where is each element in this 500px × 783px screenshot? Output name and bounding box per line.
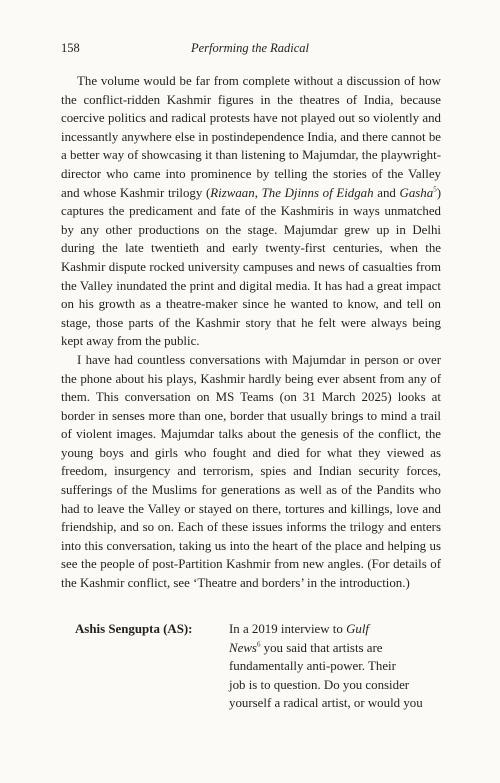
question-line: job is to question. Do you consider — [229, 677, 410, 692]
question-text: In a 2019 interview to — [229, 622, 347, 636]
question-text: you said that artists are — [260, 640, 383, 655]
footnote-marker: 5 — [433, 185, 437, 194]
speaker-name: Ashis Sengupta (AS): — [75, 622, 193, 636]
play-title-rizwaan: Rizwaan — [210, 185, 255, 200]
speaker-question — [229, 620, 424, 713]
question-line — [229, 620, 424, 639]
paragraph-text: The volume would be far from complete without a discussion of how the conflict-ridden Kashmir figures in the theatres of India, because coercive politics and radical protests have not played out so violently and incessantly anywhere else in postindependence India, and there cannot be a better way of showcasing it than listening to Majumdar, the playwright-director who came into prominence by telling the stories of the Valley and whose Kashmir trilogy ( — [61, 74, 441, 200]
publication-title: Gulf — [346, 622, 369, 636]
play-title-gasha: Gasha — [399, 185, 434, 200]
running-title: Performing the Radical — [190, 41, 310, 55]
paragraph — [61, 72, 441, 351]
question-line — [229, 639, 424, 658]
page-number: 158 — [61, 41, 80, 55]
play-title-djinns: The Djinns of Eidgah — [261, 185, 374, 200]
paragraph — [61, 351, 441, 593]
separator: and — [373, 185, 400, 200]
publication-title: News — [229, 640, 257, 655]
body-text — [61, 72, 441, 593]
separator: , — [254, 185, 262, 200]
question-line: yourself a radical artist, or would you — [229, 696, 423, 711]
paragraph-text: I have had countless conversations with Majumdar in person or over the phone about his plays, Kashmir hardly being ever absent from any of them. This conversation on MS Teams (on 31 March 2025) looks at border in senses more than one, border that usually brings to mind a trail of violent images. Majumdar talks about the genesis of the conflict, the young boys and girls who fought and died for what they viewed as freedom, insurgency and terrorism, spies and Indian security forces, sufferings of the Muslims for generations as well as of the Pandits who had to leave the Valley or stayed on there, tortures and killings, love and friendship, and so on. Each of these issues informs the trilogy and enters into this conversation, taking us into the heart of the place and helping us see the people of post-Partition Kashmir from new angles. (For details of the Kashmir conflict, see ‘Theatre and borders’ in the introduction.) — [61, 352, 441, 591]
paragraph-text: ) captures the predicament and fate of the Kashmiris in ways unmatched by any other productions on the stage. Majumdar grew up in Delhi during the late twentieth and early twenty-first centuries, when the Kashmir dispute rocked university campuses and news of casualties from the Valley inundated the print and digital media. It has had a great impact on his growth as a theatre-maker since he wanted to know, and tell on stage, those parts of the Kashmir story that he felt were always being kept away from the public. — [61, 185, 441, 349]
footnote-marker: 6 — [256, 640, 261, 649]
question-line: fundamentally anti-power. Their — [229, 659, 396, 674]
